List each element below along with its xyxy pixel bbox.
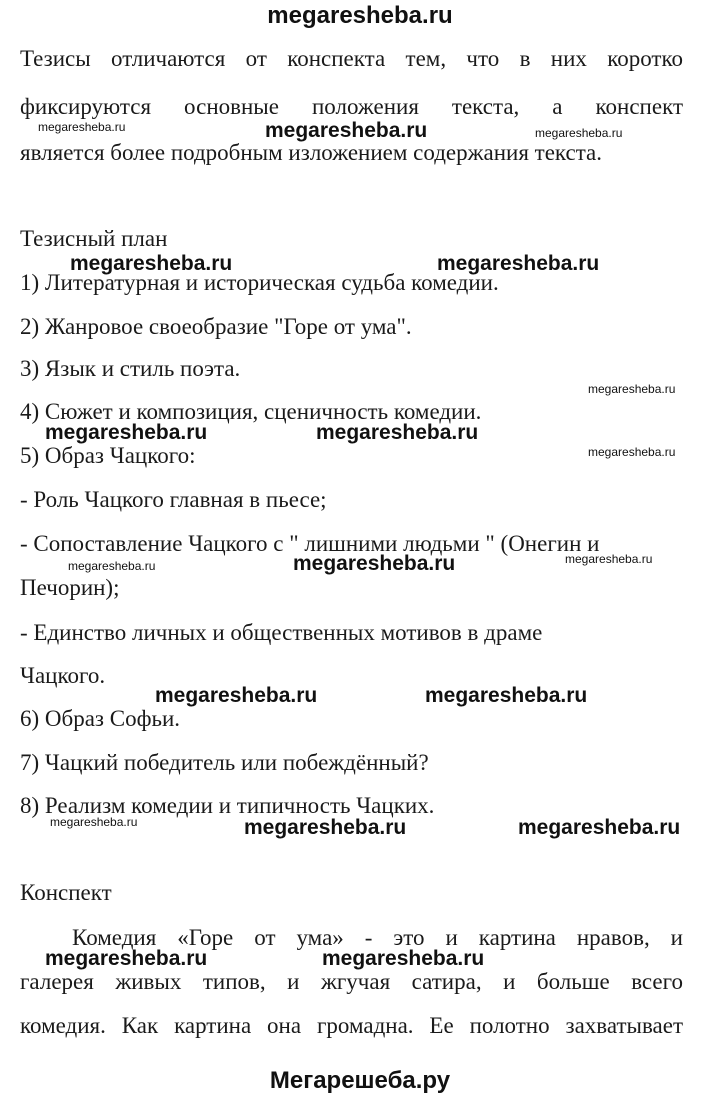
watermark: megaresheba.ru: [70, 252, 233, 275]
plan-item: - Сопоставление Чацкого с " лишними людьми " (Онегин и: [20, 531, 600, 556]
summary-title: Конспект: [20, 880, 112, 905]
summary-line-3: комедия. Как картина она громадна. Ее полотно захватывает: [20, 1013, 683, 1038]
watermark: megaresheba.ru: [588, 445, 676, 459]
watermark: megaresheba.ru: [425, 684, 588, 707]
watermark: megaresheba.ru: [316, 421, 479, 444]
plan-item: 6) Образ Софьи.: [20, 706, 181, 731]
watermark: megaresheba.ru: [518, 816, 681, 839]
site-header: megaresheba.ru: [267, 2, 453, 29]
watermark: megaresheba.ru: [50, 815, 138, 829]
watermark: megaresheba.ru: [437, 252, 600, 275]
watermark: megaresheba.ru: [244, 816, 407, 839]
watermark: megaresheba.ru: [293, 552, 456, 575]
watermark: megaresheba.ru: [535, 126, 623, 140]
watermark: megaresheba.ru: [45, 947, 208, 970]
watermark: megaresheba.ru: [45, 421, 208, 444]
summary-line-1: Комедия «Горе от ума» - это и картина нравов, и: [72, 925, 683, 950]
summary-line-2: галерея живых типов, и жгучая сатира, и больше всего: [20, 969, 683, 994]
site-footer: Мегарешеба.ру: [269, 1067, 451, 1094]
plan-item: 8) Реализм комедии и типичность Чацких.: [20, 793, 435, 818]
plan-item: 2) Жанровое своеобразие "Горе от ума".: [20, 314, 412, 339]
watermark: megaresheba.ru: [322, 947, 485, 970]
plan-item: 3) Язык и стиль поэта.: [20, 356, 241, 381]
watermark: megaresheba.ru: [155, 684, 318, 707]
watermark: megaresheba.ru: [68, 559, 156, 573]
plan-item: Чацкого.: [20, 663, 106, 688]
plan-item: 5) Образ Чацкого:: [20, 443, 196, 468]
intro-line-3: является более подробным изложением содержания текста.: [20, 140, 603, 165]
plan-item: - Роль Чацкого главная в пьесе;: [20, 487, 327, 512]
plan-item: - Единство личных и общественных мотивов в драме: [20, 620, 543, 645]
watermark: megaresheba.ru: [588, 382, 676, 396]
thesis-plan-title: Тезисный план: [20, 226, 168, 251]
plan-item: 4) Сюжет и композиция, сценичность комедии.: [20, 399, 482, 424]
plan-item: 7) Чацкий победитель или побеждённый?: [20, 750, 429, 775]
watermark: megaresheba.ru: [565, 552, 653, 566]
watermark: megaresheba.ru: [38, 120, 126, 134]
watermark: megaresheba.ru: [265, 119, 428, 142]
plan-item: Печорин);: [20, 575, 120, 600]
plan-item: 1) Литературная и историческая судьба комедии.: [20, 270, 499, 295]
intro-line-2: фиксируются основные положения текста, а конспект: [20, 94, 683, 119]
intro-line-1: Тезисы отличаются от конспекта тем, что в них коротко: [20, 46, 683, 71]
